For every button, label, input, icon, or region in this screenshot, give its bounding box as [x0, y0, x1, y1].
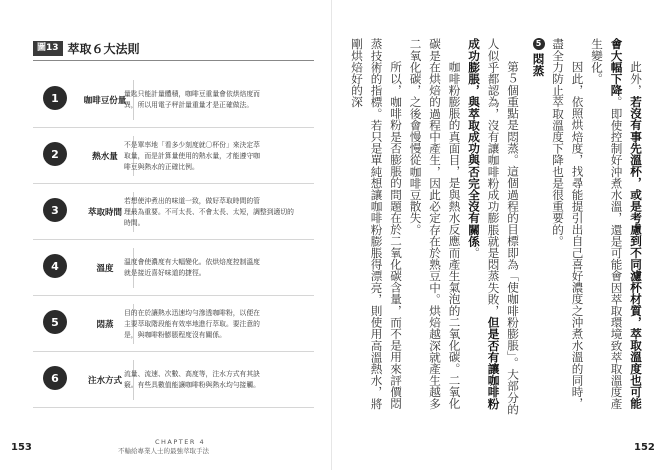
rule-description-line: 不是單率地「看多少刻度就〇杯份」來決定萃: [124, 140, 260, 149]
section-heading: [528, 38, 548, 420]
rule-name: 悶蒸: [96, 320, 114, 330]
rule-description-line: 竅。有些具數值能讓咖啡粉與熱水均勻接觸。: [124, 381, 260, 389]
rule-description: [124, 184, 305, 240]
rule-description-line: 流量、流速、次數、高度等，注水方式有其訣: [124, 370, 260, 378]
table-row: [33, 128, 314, 184]
figure-title-text: 萃取６大法則: [67, 41, 140, 56]
rule-description-line: 啡豆與熱水的正確比例。: [124, 162, 199, 171]
paragraph: [587, 38, 646, 420]
page-number-right: 152: [634, 442, 655, 453]
paragraph: 因此，依照烘焙度，找尋能提引出自己喜好濃度之沖煮水溫的同時，盡全力防止萃取溫度下降也是很重要的。: [551, 38, 585, 410]
rule-description: [124, 128, 305, 184]
rule-description-line: 若想使沖煮出的味道一致，做好萃取時間的管: [124, 196, 260, 205]
rule-number-badge: 3: [43, 198, 67, 222]
paragraph: 咖啡粉膨脹的真面目，是與熱水反應而產生氣泡的二氧化碳。二氧化碳是在烘焙的過程中產生，因此必定存在於熟豆中。烘焙越深就產生越多二氧化碳，之後會慢慢從咖啡豆散失。: [408, 38, 462, 410]
table-row: [33, 352, 314, 408]
table-row: [33, 184, 314, 240]
figure-label: 圖13: [33, 41, 63, 56]
paragraph: [464, 38, 523, 420]
emphasis-text: 但是否有讓咖啡粉成功膨脹，與萃取成功與否完全沒有關係: [467, 38, 501, 410]
rule-description-line: 時間。: [124, 218, 145, 227]
rule-description-line: 主要萃取階段能有效率地進行萃取。要注意的: [124, 319, 260, 328]
text-run: 此外，: [629, 61, 643, 96]
table-row: [33, 296, 314, 352]
body-text: [347, 38, 646, 420]
rule-description-line: 理最為重要。不可太長、不會太長、太短，調整到適切的: [124, 207, 294, 216]
rule-number-badge: 6: [43, 366, 67, 390]
rule-description: [124, 72, 305, 128]
section-number-badge: 5: [533, 38, 545, 50]
rule-name: 注水方式: [87, 376, 122, 386]
figure-title: [33, 41, 140, 56]
page-number-left: 153: [11, 442, 32, 453]
rule-description-line: 量匙只能計量體積，咖啡豆重量會依烘焙度而: [124, 90, 260, 98]
text-run: 。即使控制好沖煮水溫，還是可能會因萃取環境致萃取溫度產生變化。: [590, 38, 624, 410]
rule-description-line: 溫度會使濃度有大幅變化。依烘焙度控制溫度: [124, 258, 260, 266]
rule-name: 熱水量: [92, 152, 118, 162]
rule-description: [124, 296, 305, 352]
rule-name: 溫度: [96, 264, 114, 274]
rule-number-badge: 2: [43, 142, 67, 166]
rule-description-line: 就是接近喜好味道的捷徑。: [124, 269, 206, 277]
rule-description-line: 是，與咖啡粉膨脹程度沒有關係。: [124, 330, 226, 339]
rule-description: [124, 352, 305, 408]
rule-number-badge: 1: [43, 86, 67, 110]
emphasis-text: 若沒有事先溫杯，或是考慮到不同濾杯材質，萃取溫度也可能會大幅下降: [609, 38, 643, 410]
chapter-label: CHAPTER 4: [155, 438, 206, 446]
section-title: 悶蒸: [531, 53, 546, 77]
rule-description-line: 異，所以用電子秤計量重量才是正確做法。: [124, 101, 254, 109]
rule-number-badge: 5: [43, 310, 67, 334]
text-run: 第５個重點是悶蒸。這個過程的目標即為「使咖啡粉膨脹」。大部分的人似乎都認為，沒有讓咖啡粉成功膨脹就是悶蒸失敗，: [486, 38, 520, 415]
rule-description-line: 取量，而是計算量使用的熱水量，才能遵守咖: [124, 151, 260, 160]
chapter-subtitle: 不輸給專業人士的最強萃取手法: [118, 447, 209, 455]
rule-name: 萃取時間: [87, 208, 122, 218]
running-footer: [118, 438, 209, 456]
paragraph: 所以，咖啡粉是否膨脹的問題在於二氧化碳含量，而不是用來評價悶蒸技術的指標。若只是單純想讓咖啡粉膨脹得漂亮，則使用高溫熱水，將剛烘焙好的深: [350, 38, 403, 410]
table-row: [33, 240, 314, 296]
table-row: [33, 72, 314, 128]
row-divider: [33, 407, 314, 408]
rule-description-line: 目的在於讓熱水迅速均勻滲透咖啡粉，以便在: [124, 308, 260, 317]
rule-name: 咖啡豆份量: [83, 96, 127, 106]
rule-number-badge: 4: [43, 254, 67, 278]
text-run: 。: [467, 246, 481, 259]
table-top-rule: [33, 60, 314, 61]
page-spine: [331, 0, 332, 470]
rule-description: [124, 240, 305, 296]
